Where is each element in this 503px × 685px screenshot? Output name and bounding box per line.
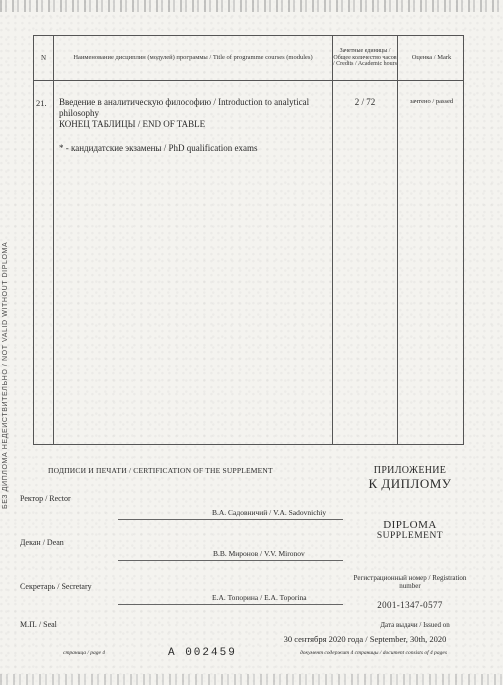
table-header-divider	[34, 80, 463, 81]
document-pages-info: документ содержит 4 страницы / document consists of 4 pages	[300, 650, 447, 656]
row-number: 21.	[36, 98, 47, 108]
end-of-table-note: КОНЕЦ ТАБЛИЦЫ / END OF TABLE	[59, 119, 206, 129]
header-number: N	[40, 53, 47, 62]
seal-label: М.П. / Seal	[20, 620, 57, 629]
rector-label: Ректор / Rector	[20, 494, 71, 503]
page-number: страница / page 4	[63, 650, 106, 656]
supplement-title-ru-line2: К ДИПЛОМУ	[368, 475, 452, 491]
table-column-divider	[53, 36, 54, 444]
header-mark: Оценка / Mark	[411, 54, 452, 62]
footnote: * - кандидатские экзамены / PhD qualification exams	[59, 143, 258, 153]
secretary-name: Е.А. Топорина / E.A. Toporina	[212, 593, 307, 602]
course-mark: зачтено / passed	[409, 98, 454, 105]
rector-signature-line	[118, 519, 343, 520]
top-ornament-border	[0, 0, 503, 12]
supplement-title-en	[360, 519, 460, 542]
registration-number: 2001-1347-0577	[377, 600, 443, 610]
bottom-ornament-border	[0, 674, 503, 685]
course-credits: 2 / 72	[354, 97, 376, 107]
side-watermark: БЕЗ ДИПЛОМА НЕДЕЙСТВИТЕЛЬНО / NOT VALID WITHOUT DIPLOMA	[2, 241, 9, 509]
issued-on-label: Дата выдачи / Issued on	[380, 621, 450, 629]
registration-label: Регистрационный номер / Registration number	[353, 574, 467, 591]
secretary-label: Секретарь / Secretary	[20, 582, 92, 591]
dean-signature-line	[118, 560, 343, 561]
course-title: Введение в аналитическую философию / Introduction to analytical philosophy	[59, 97, 310, 118]
serial-number: А 002459	[168, 647, 237, 659]
header-course-title: Наименование дисциплин (модулей) программы / Title of programme courses (modules)	[73, 54, 313, 62]
supplement-title-ru-line1: ПРИЛОЖЕНИЕ	[373, 465, 447, 476]
grades-table	[33, 35, 464, 445]
supplement-title-en-line1: DIPLOMA	[383, 519, 437, 531]
dean-label: Декан / Dean	[20, 538, 64, 547]
supplement-title-ru	[360, 466, 460, 490]
secretary-signature-line	[118, 604, 343, 605]
dean-name: В.В. Миронов / V.V. Mironov	[213, 549, 305, 558]
signatures-heading: ПОДПИСИ И ПЕЧАТИ / CERTIFICATION OF THE SUPPLEMENT	[48, 466, 273, 475]
header-credits: Зачетные единицы / Общее количество часов / Credits / Academic hours	[333, 47, 397, 68]
supplement-title-en-line2: SUPPLEMENT	[376, 531, 444, 542]
issued-on-date: 30 сентября 2020 года / September, 30th, 2020	[283, 634, 447, 644]
rector-name: В.А. Садовничий / V.A. Sadovnichiy	[212, 508, 327, 517]
